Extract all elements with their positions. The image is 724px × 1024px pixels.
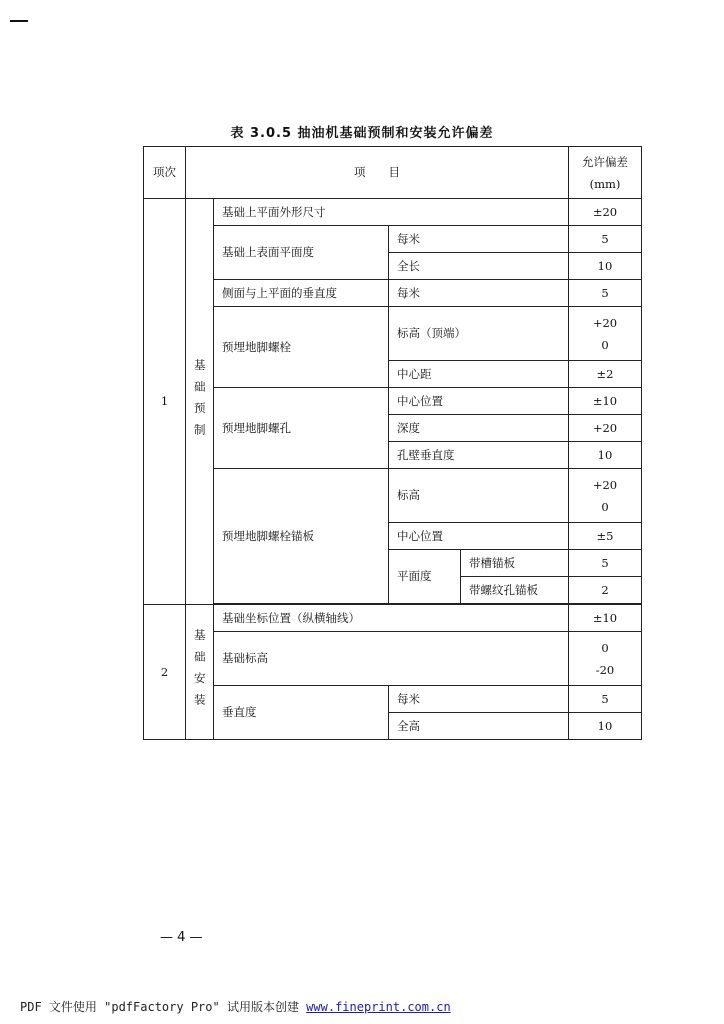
g1-r5-sub2: 深度 <box>389 415 569 442</box>
pdf-footer <box>20 998 451 1015</box>
group1-no: 1 <box>144 199 186 605</box>
g1-r2-sub2: 全长 <box>389 253 569 280</box>
g2-r2-tol: 0 -20 <box>569 632 642 686</box>
g2-r3-tol1: 5 <box>569 686 642 713</box>
group2-no: 2 <box>144 605 186 740</box>
footer-text: PDF 文件使用 "pdfFactory Pro" 试用版本创建 <box>20 1000 307 1014</box>
g1-r2-sub1: 每米 <box>389 226 569 253</box>
group2-category: 基础安装 <box>186 605 214 740</box>
g1-r3-item: 侧面与上平面的垂直度 <box>214 280 389 307</box>
g1-r5-tol2: +20 <box>569 415 642 442</box>
g1-r5-tol3: 10 <box>569 442 642 469</box>
g1-r6-sub3: 平面度 <box>389 550 461 604</box>
tolerance-table <box>143 146 642 740</box>
g1-r6-sub2: 中心位置 <box>389 523 569 550</box>
footer-link[interactable]: www.fineprint.com.cn <box>306 1000 451 1014</box>
g1-r6-item: 预埋地脚螺栓锚板 <box>214 469 389 604</box>
g2-r3-tol2: 10 <box>569 713 642 740</box>
g2-r3-sub2: 全高 <box>389 713 569 740</box>
g1-r4-tol2: ±2 <box>569 361 642 388</box>
header-tolerance: 允许偏差 (mm) <box>569 147 642 199</box>
corner-mark <box>10 20 28 22</box>
g2-r1-item: 基础坐标位置（纵横轴线） <box>214 605 569 632</box>
table-caption: 表 3.0.5 抽油机基础预制和安装允许偏差 <box>230 126 494 141</box>
g1-r5-item: 预埋地脚螺孔 <box>214 388 389 469</box>
page-number: — 4 — <box>160 930 203 945</box>
g1-r6-sub1: 标高 <box>389 469 569 523</box>
g1-r1-tol: ±20 <box>569 199 642 226</box>
g1-r6-tol3b: 2 <box>569 577 642 604</box>
g1-r6-sub3a: 带槽锚板 <box>461 550 569 577</box>
g1-r3-sub: 每米 <box>389 280 569 307</box>
g1-r3-tol: 5 <box>569 280 642 307</box>
g1-r6-tol3a: 5 <box>569 550 642 577</box>
g1-r2-tol2: 10 <box>569 253 642 280</box>
g1-r2-item: 基础上表面平面度 <box>214 226 389 280</box>
g1-r4-item: 预埋地脚螺栓 <box>214 307 389 388</box>
g1-r4-tol1: +20 0 <box>569 307 642 361</box>
g2-r3-sub1: 每米 <box>389 686 569 713</box>
g2-r1-tol: ±10 <box>569 605 642 632</box>
g1-r5-tol1: ±10 <box>569 388 642 415</box>
g1-r6-tol1: +20 0 <box>569 469 642 523</box>
header-item: 项 目 <box>186 147 569 199</box>
g1-r5-sub1: 中心位置 <box>389 388 569 415</box>
g1-r4-sub1: 标高（顶端） <box>389 307 569 361</box>
g1-r1-item: 基础上平面外形尺寸 <box>214 199 569 226</box>
g2-r2-item: 基础标高 <box>214 632 569 686</box>
group1-category: 基础预制 <box>186 199 214 605</box>
g1-r6-tol2: ±5 <box>569 523 642 550</box>
g1-r4-sub2: 中心距 <box>389 361 569 388</box>
g1-r5-sub3: 孔壁垂直度 <box>389 442 569 469</box>
header-no: 项次 <box>144 147 186 199</box>
g1-r6-sub3b: 带螺纹孔锚板 <box>461 577 569 604</box>
g1-r2-tol1: 5 <box>569 226 642 253</box>
g2-r3-item: 垂直度 <box>214 686 389 740</box>
